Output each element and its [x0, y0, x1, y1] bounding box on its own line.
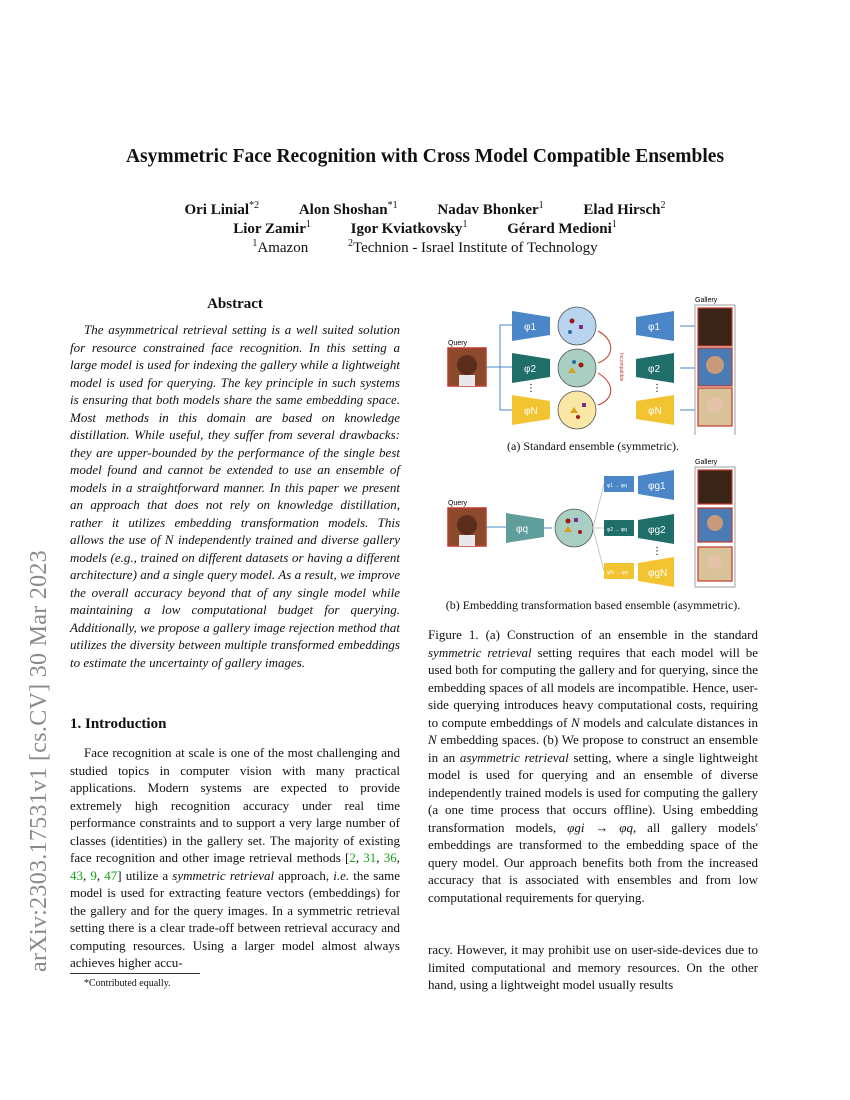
intro-body: Face recognition at scale is one of the most challenging and studied topics in computer vision with many practical applications. Modern systems are expected to provide extremely high recognition accuracy under real time performance constraints and to support a very large number of classes (identities) in the gallery set. The majority of existing face recognition and other image retrieval methods [2, 31, 36, 43, 9, 47] utilize a symmetric retrieval approach, i.e. the same model is used for extracting feature vectors (embeddings) for the gallery and for the query images. In a symmetric retrieval setting there is a clear trade-off between retrieval accuracy and computing resources. Using a larger model almost always achieves higher accu- [70, 745, 401, 970]
affiliation: $^2$Technion - Israel Institute of Technology [347, 238, 598, 256]
author: Elad Hirsch$^2$ [583, 200, 666, 218]
authors-row-1 [0, 200, 850, 219]
subcaption-b: (b) Embedding transformation based ensemble (asymmetric). [445, 598, 741, 612]
svg-text:φN → φq: φN → φq [607, 570, 628, 576]
shared-embedding-space [555, 509, 593, 547]
svg-text:φq: φq [516, 524, 529, 535]
svg-text:φN: φN [524, 406, 538, 417]
embedding-space-1 [558, 307, 596, 345]
author: Nadav Bhonker$^1$ [437, 200, 544, 218]
gallery-image [698, 470, 732, 504]
svg-text:φgN: φgN [648, 568, 668, 579]
author: Igor Kviatkovsky$^1$ [350, 219, 468, 237]
embedding-space-2 [558, 349, 596, 387]
gallery-label: Gallery [695, 297, 718, 304]
svg-text:⋮: ⋮ [652, 383, 662, 394]
author: Alon Shoshan$^{*1}$ [298, 200, 398, 218]
svg-text:φN: φN [648, 406, 662, 417]
citation-link[interactable]: 43 [70, 867, 83, 883]
svg-text:φ2: φ2 [524, 364, 537, 375]
svg-text:φ2: φ2 [648, 364, 661, 375]
authors-row-2 [0, 219, 850, 238]
paper-title: Asymmetric Face Recognition with Cross Model Compatible Ensembles [125, 146, 725, 167]
affiliations [0, 238, 850, 257]
figure-1a [440, 295, 750, 435]
svg-text:φ1 → φq: φ1 → φq [607, 483, 627, 489]
subcaption-a: (a) Standard ensemble (symmetric). [507, 439, 679, 453]
citation-link[interactable]: 36 [383, 850, 397, 865]
svg-text:⋮: ⋮ [652, 546, 662, 557]
svg-text:φg2: φg2 [648, 525, 666, 536]
svg-text:φ2 → φq: φ2 → φq [607, 527, 627, 533]
svg-text:φ1: φ1 [648, 322, 661, 333]
intro-heading: 1. Introduction [70, 716, 167, 732]
gallery-label: Gallery [695, 459, 718, 466]
figure-1b [440, 458, 750, 588]
query-label: Query [448, 340, 468, 347]
svg-text:φg1: φg1 [648, 481, 666, 492]
incompatible-label: Incompatible [618, 353, 624, 382]
gallery-image [698, 308, 732, 346]
author: Gérard Medioni$^1$ [507, 219, 617, 237]
citation-link[interactable]: 2 [349, 850, 356, 865]
figure-caption: Figure 1. (a) Construction of an ensemble in the standard symmetric retrieval setting requires that each model will be used both for computing the gallery and for querying, since the embedding spaces of all models are incompatible. Hence, user-side querying introduces heavy computational costs, requiring to compute embeddings of N models and calculate distances in N embedding spaces. (b) We propose to construct an ensemble in an asymmetric retrieval setting, where a single lightweight model is used for querying and an ensemble of diverse independently trained models is used for computing the gallery (a one time process that occurs offline). Using embedding transformation models, φgi → φq, all gallery models' embeddings are transformed to the embedding space of the query model. Our approach benefits both from the increased accuracy that is associated with ensembles and from low computational requirements for querying. [428, 627, 759, 905]
query-label: Query [448, 500, 468, 507]
citation-link[interactable]: 47 [104, 867, 118, 883]
abstract-heading: Abstract [207, 296, 263, 312]
abstract-body: The asymmetrical retrieval setting is a well suited solution for resource constrained face recognition. In this setting a large model is used for indexing the gallery while a lightweight model is used for querying. The key principle in such systems is ensuring that both models share the same embedding space. Most methods in this domain are based on knowledge distillation. While useful, they suffer from several drawbacks: they are upper-bounded by the performance of the single best model found and cannot be extended to use an ensemble of models in a straightforward manner. In this paper we present an approach that does not rely on knowledge distillation, rather it utilizes embedding transformation models. This allows the use of N independently trained and diverse gallery models (e.g., trained on different datasets or having a different architecture) and a single query model. As a result, we improve the overall accuracy beyond that of any single model while maintaining a low computational budget for querying. Additionally, we propose a gallery image rejection method that utilizes the diversity between multiple transformed embeddings to estimate the uncertainty of gallery images. [70, 322, 400, 670]
svg-text:⋮: ⋮ [526, 383, 536, 394]
citation-link[interactable]: 31 [363, 850, 377, 865]
svg-text:φ1: φ1 [524, 322, 537, 333]
arxiv-stamp: arXiv:2303.17531v1 [cs.CV] 30 Mar 2023 [26, 549, 52, 972]
embedding-space-N [558, 391, 596, 429]
affiliation: $^1$Amazon [252, 238, 309, 256]
intro-continuation: racy. However, it may prohibit use on user-side-devices due to limited computational and memory resources. On the other hand, using a lightweight model usually results [428, 942, 758, 992]
footnote-rule [70, 973, 200, 974]
citation-link[interactable]: 9 [90, 867, 97, 883]
author: Ori Linial$^{*2}$ [184, 200, 260, 218]
footnote: *Contributed equally. [84, 978, 171, 989]
author: Lior Zamir$^1$ [233, 219, 311, 237]
